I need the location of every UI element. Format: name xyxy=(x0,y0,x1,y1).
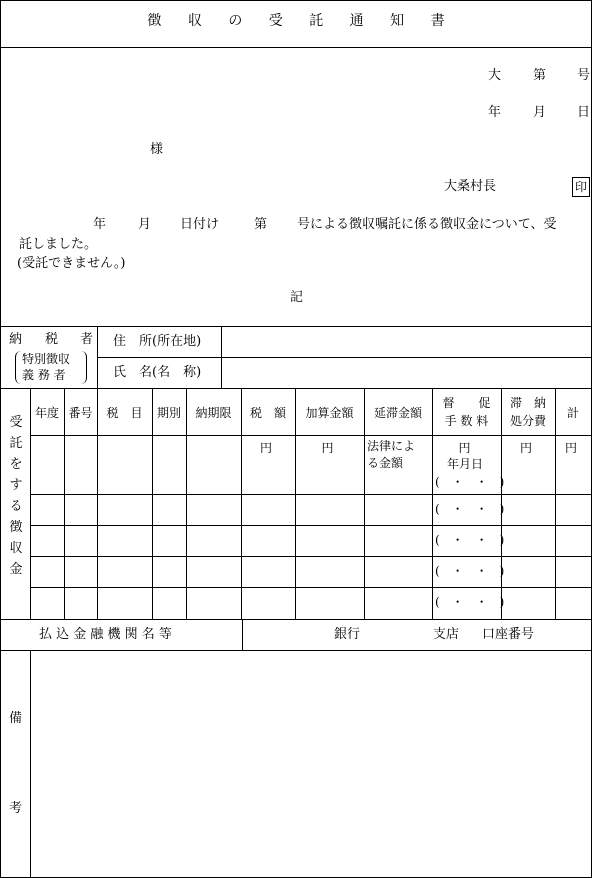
bank-shiten: 支店 xyxy=(433,627,460,642)
taxpayer-label-2: 税 xyxy=(45,332,59,347)
header-nendo: 年度 xyxy=(34,406,59,420)
bank-koza: 口座番号 xyxy=(482,627,535,642)
divider xyxy=(30,435,591,436)
document-number-dai: 第 xyxy=(533,68,547,83)
remarks-label-1: 備 xyxy=(9,711,23,726)
yen-kasan: 円 xyxy=(321,441,334,455)
entai-note-2: る金額 xyxy=(367,456,404,470)
divider xyxy=(1,326,591,327)
header-bango: 番号 xyxy=(68,406,93,420)
issue-date-year: 年 xyxy=(488,105,502,120)
divider xyxy=(30,587,591,588)
tokusoku-date-5: ( ・ ・ ) xyxy=(435,595,505,609)
address-label: 住 所(所在地) xyxy=(113,334,202,349)
tokusoku-date-label: 年月日 xyxy=(447,457,484,471)
yen-tokusoku: 円 xyxy=(458,441,471,455)
yen-kei: 円 xyxy=(564,441,577,455)
header-shobun-2: 処分費 xyxy=(509,414,546,428)
header-zeigaku: 税 額 xyxy=(249,406,286,420)
header-zeimoku: 税 目 xyxy=(106,406,143,420)
divider xyxy=(186,388,187,619)
tokusoku-date-3: ( ・ ・ ) xyxy=(435,533,505,547)
sender-name: 大桑村長 xyxy=(444,179,497,194)
divider xyxy=(295,388,296,619)
yen-zeigaku: 円 xyxy=(259,441,272,455)
divider xyxy=(1,619,591,620)
body-sentence: 号による徴収嘱託に係る徴収金について、受 xyxy=(297,217,557,232)
taxpayer-label-1: 納 xyxy=(9,332,23,347)
divider xyxy=(1,388,591,389)
body-dai: 第 xyxy=(254,217,268,232)
special-collector-label-1: 特別徴収 xyxy=(22,352,71,366)
header-kibetsu: 期別 xyxy=(156,406,181,420)
document-title: 徴 収 の 受 託 通 知 書 xyxy=(147,13,445,29)
divider xyxy=(30,650,31,877)
bank-label: 払 込 金 融 機 関 名 等 xyxy=(39,627,172,642)
divider xyxy=(30,494,591,495)
divider xyxy=(1,47,591,48)
divider xyxy=(30,556,591,557)
divider xyxy=(30,525,591,526)
body-line-3: (受託できません。) xyxy=(17,256,126,271)
body-year: 年 xyxy=(93,217,107,232)
tokusoku-date-4: ( ・ ・ ) xyxy=(435,564,505,578)
document-number-era: 大 xyxy=(488,68,502,83)
issue-date-month: 月 xyxy=(533,105,547,120)
yen-shobun: 円 xyxy=(519,441,532,455)
tokusoku-date-2: ( ・ ・ ) xyxy=(435,502,505,516)
divider xyxy=(555,388,556,619)
seal-stamp: 印 xyxy=(572,177,590,197)
header-entai: 延滞金額 xyxy=(373,406,422,420)
divider xyxy=(152,388,153,619)
body-dated: 日付け xyxy=(180,217,220,232)
tokusoku-date-1: ( ・ ・ ) xyxy=(435,475,505,489)
header-kasan: 加算金額 xyxy=(305,406,354,420)
divider xyxy=(97,388,98,619)
header-shobun-1: 滞 納 xyxy=(509,396,546,410)
special-collector-label-2: 義 務 者 xyxy=(22,368,66,382)
divider xyxy=(242,619,243,650)
remarks-label-2: 考 xyxy=(9,801,23,816)
divider xyxy=(97,357,591,358)
divider xyxy=(64,388,65,619)
body-line-2: 託しました。 xyxy=(19,237,98,252)
addressee-suffix: 様 xyxy=(150,142,164,157)
issue-date-day: 日 xyxy=(577,105,591,120)
divider xyxy=(364,388,365,619)
header-tokusoku-1: 督 促 xyxy=(442,396,491,410)
divider xyxy=(30,388,31,619)
document-number-go: 号 xyxy=(577,68,591,83)
taxpayer-label-3: 者 xyxy=(80,332,94,347)
header-tokusoku-2: 手 数 料 xyxy=(444,414,489,428)
divider xyxy=(241,388,242,619)
entai-note-1: 法律によ xyxy=(367,439,416,453)
body-month: 月 xyxy=(138,217,152,232)
header-kei: 計 xyxy=(566,406,579,420)
name-label: 氏 名(名 称) xyxy=(113,365,202,380)
collection-side-label: 受 託 を す る 徴 収 金 xyxy=(9,415,23,577)
divider xyxy=(1,650,591,651)
header-nokigen: 納期限 xyxy=(195,406,232,420)
ki-heading: 記 xyxy=(290,290,304,305)
bank-ginko: 銀行 xyxy=(334,627,361,642)
